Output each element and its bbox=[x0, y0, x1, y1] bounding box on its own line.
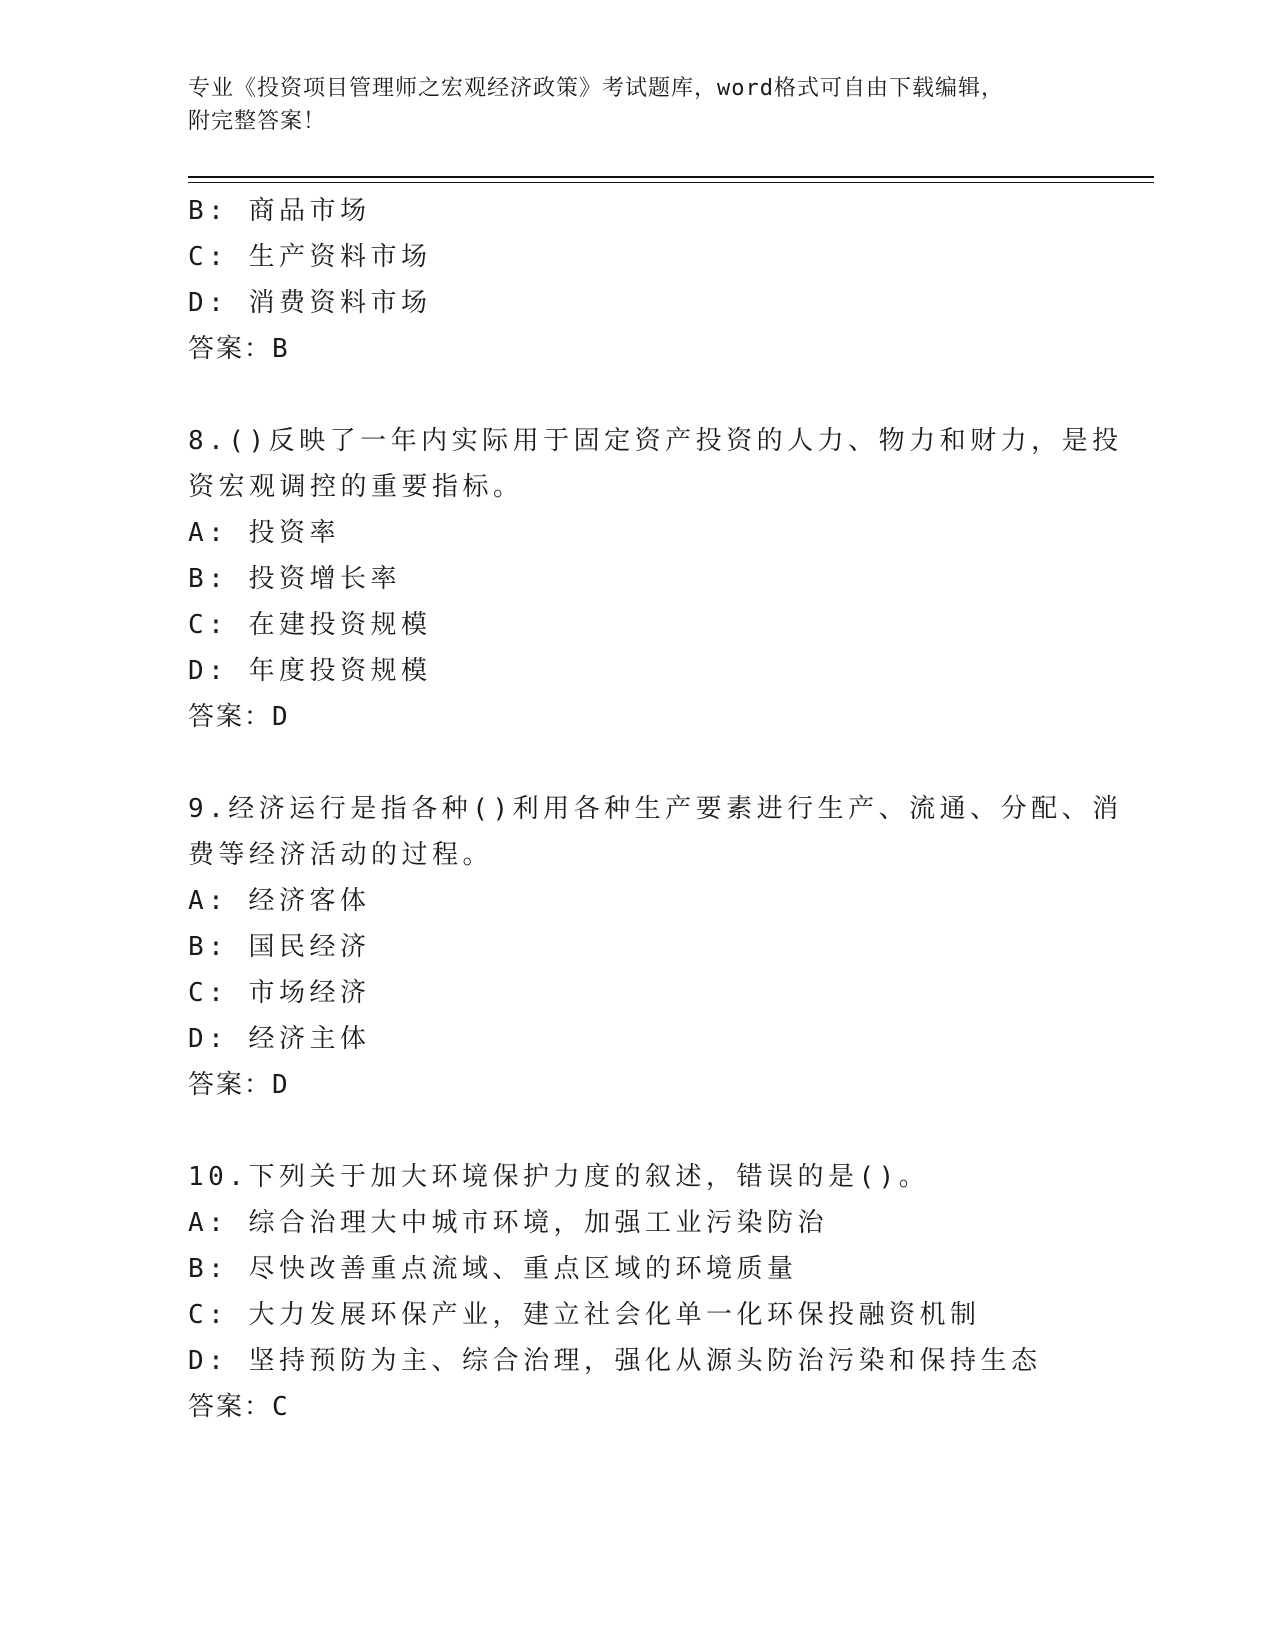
spacer bbox=[188, 372, 1088, 418]
question-text-line-1: 8.()反映了一年内实际用于固定资产投资的人力、物力和财力，是投 bbox=[188, 426, 1123, 456]
answer: 答案：D bbox=[188, 702, 290, 732]
option-c: C: 市场经济 bbox=[188, 978, 371, 1008]
option-a: A: 投资率 bbox=[188, 518, 340, 548]
option-b: B: 投资增长率 bbox=[188, 564, 401, 594]
question-text-line-2: 资宏观调控的重要指标。 bbox=[188, 472, 524, 502]
option-b: B: 尽快改善重点流域、重点区域的环境质量 bbox=[188, 1254, 798, 1284]
option-b: B: 商品市场 bbox=[188, 196, 371, 226]
option-a: A: 综合治理大中城市环境，加强工业污染防治 bbox=[188, 1208, 828, 1238]
option-c: C: 大力发展环保产业，建立社会化单一化环保投融资机制 bbox=[188, 1300, 981, 1330]
option-d: D: 坚持预防为主、综合治理，强化从源头防治污染和保持生态 bbox=[188, 1346, 1042, 1376]
option-d: D: 年度投资规模 bbox=[188, 656, 432, 686]
header-divider-thick bbox=[188, 176, 1154, 178]
answer: 答案：B bbox=[188, 334, 290, 364]
spacer bbox=[188, 1108, 1088, 1154]
question-7-tail bbox=[188, 188, 1088, 372]
question-text-line-2: 费等经济活动的过程。 bbox=[188, 840, 494, 870]
question-10 bbox=[188, 1154, 1088, 1430]
document-header bbox=[188, 72, 1088, 138]
option-d: D: 经济主体 bbox=[188, 1024, 371, 1054]
header-line-1: 专业《投资项目管理师之宏观经济政策》考试题库，word格式可自由下载编辑， bbox=[188, 76, 1004, 101]
option-c: C: 生产资料市场 bbox=[188, 242, 432, 272]
option-d: D: 消费资料市场 bbox=[188, 288, 432, 318]
spacer bbox=[188, 740, 1088, 786]
question-8 bbox=[188, 418, 1123, 740]
answer: 答案：D bbox=[188, 1070, 290, 1100]
option-a: A: 经济客体 bbox=[188, 886, 371, 916]
header-line-2: 附完整答案！ bbox=[188, 109, 327, 134]
answer: 答案：C bbox=[188, 1392, 290, 1422]
option-b: B: 国民经济 bbox=[188, 932, 371, 962]
question-list bbox=[188, 188, 1123, 1430]
option-c: C: 在建投资规模 bbox=[188, 610, 432, 640]
header-divider-thin bbox=[188, 182, 1154, 183]
question-text-line-1: 10.下列关于加大环境保护力度的叙述，错误的是()。 bbox=[188, 1162, 930, 1192]
question-9 bbox=[188, 786, 1123, 1108]
question-text-line-1: 9.经济运行是指各种()利用各种生产要素进行生产、流通、分配、消 bbox=[188, 794, 1123, 824]
